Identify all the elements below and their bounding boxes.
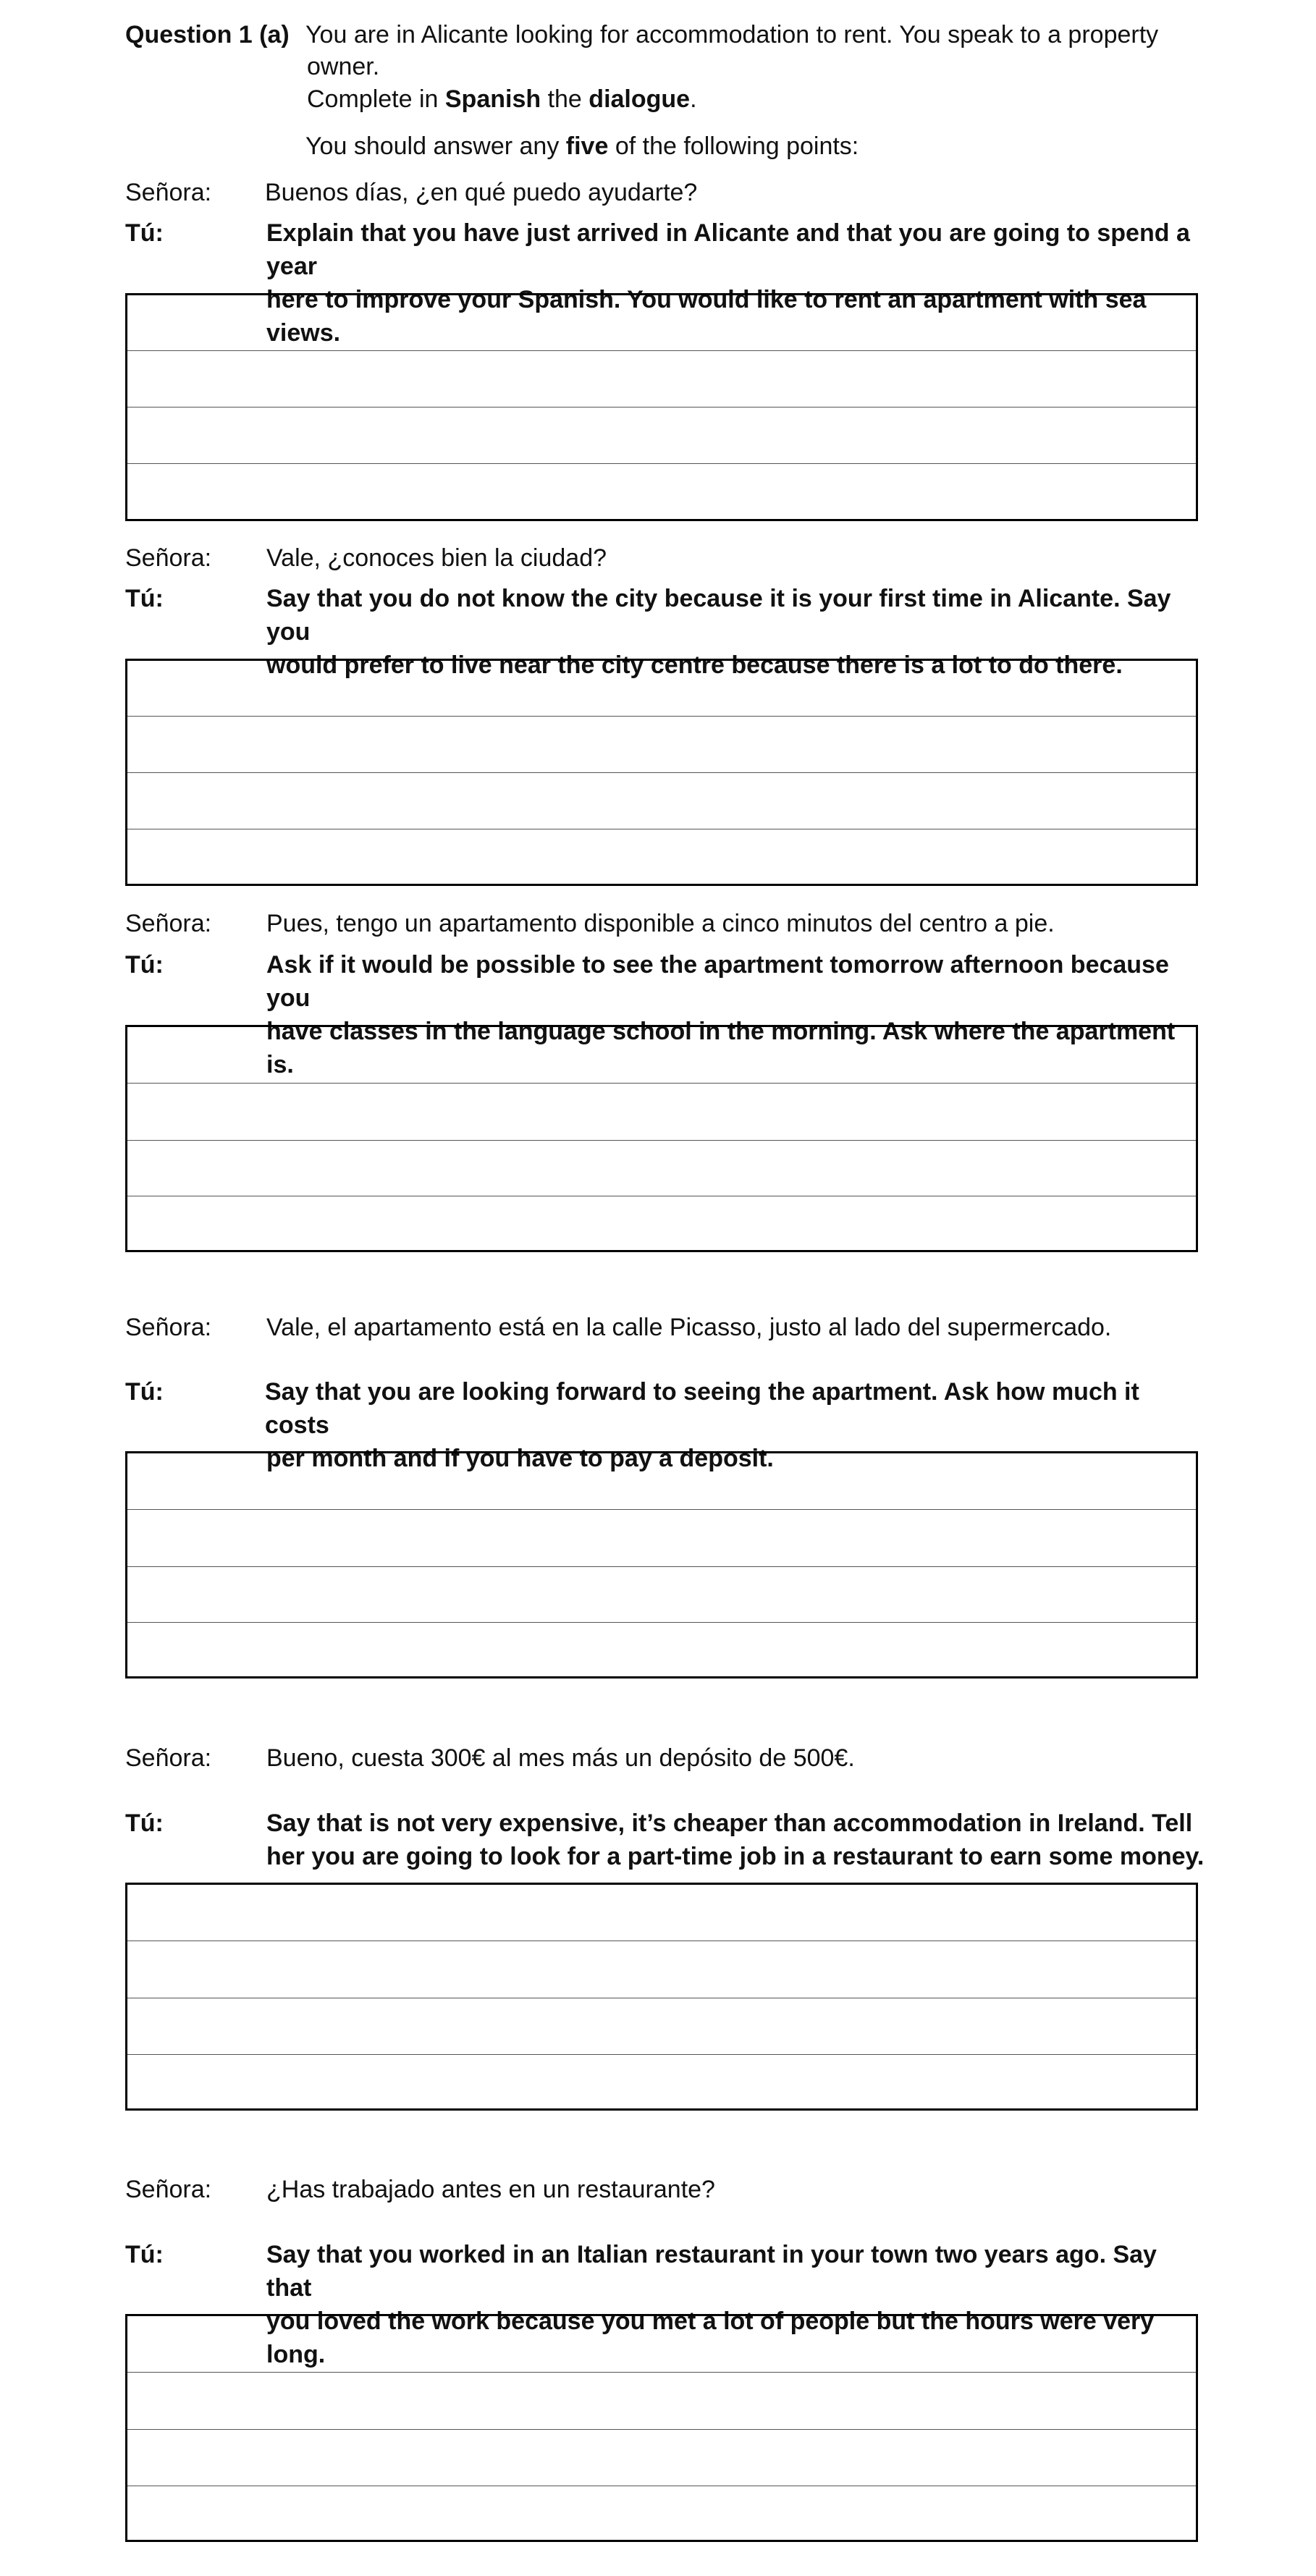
question-label: Question 1 (a): [125, 21, 290, 48]
answer-line[interactable]: [127, 829, 1196, 884]
answer-line[interactable]: [127, 717, 1196, 773]
answer-line[interactable]: [127, 2486, 1196, 2540]
answer-line[interactable]: [127, 1196, 1196, 1250]
answer-line[interactable]: [127, 2373, 1196, 2430]
tu-instruction: Say that is not very expensive, it’s cheaper than accommodation in Ireland. Tell her you are going to look for a part-time job in a restaurant to earn some money.: [266, 1809, 1205, 1870]
answer-line[interactable]: [127, 464, 1196, 519]
senora-line: Vale, ¿conoces bien la ciudad?: [266, 544, 607, 572]
answer-line[interactable]: [127, 1567, 1196, 1623]
senora-line: Pues, tengo un apartamento disponible a cinco minutos del centro a pie.: [266, 910, 1055, 937]
complete-instruction: Complete in Spanish the dialogue.: [307, 85, 697, 113]
answer-line[interactable]: [127, 1941, 1196, 1998]
answer-line[interactable]: [127, 1453, 1196, 1510]
senora-line: Vale, el apartamento está en la calle Picasso, justo al lado del supermercado.: [266, 1314, 1112, 1341]
senora-label: Señora:: [125, 2176, 212, 2203]
senora-line: Buenos días, ¿en qué puedo ayudarte?: [265, 179, 698, 206]
answer-line[interactable]: [127, 661, 1196, 717]
tu-instruction: Ask if it would be possible to see the apartment tomorrow afternoon because you have classes in the language school in the morning. Ask where the apartment is.: [266, 951, 1176, 1078]
tu-instruction: Explain that you have just arrived in Alicante and that you are going to spend a year here to improve your Spanish. You would like to rent an apartment with sea views.: [266, 219, 1190, 347]
tu-label: Tú:: [125, 1809, 164, 1837]
tu-label: Tú:: [125, 1378, 164, 1406]
answer-line[interactable]: [127, 407, 1196, 464]
answer-line[interactable]: [127, 1084, 1196, 1141]
answer-box-4[interactable]: [125, 1451, 1198, 1678]
tu-label: Tú:: [125, 951, 164, 979]
tu-instruction: Say that you do not know the city because it is your first time in Alicante. Say you would prefer to live near the city centre because there is a lot to do there.: [266, 585, 1171, 679]
answer-line[interactable]: [127, 295, 1196, 351]
answer-line[interactable]: [127, 351, 1196, 407]
intro-line-2: owner.: [307, 53, 380, 80]
senora-label: Señora:: [125, 910, 212, 937]
answer-line[interactable]: [127, 1998, 1196, 2055]
answer-line[interactable]: [127, 2430, 1196, 2486]
answer-line[interactable]: [127, 1027, 1196, 1084]
answer-box-5[interactable]: [125, 1883, 1198, 2111]
answer-box-6[interactable]: [125, 2314, 1198, 2542]
senora-label: Señora:: [125, 1744, 212, 1772]
senora-line: Bueno, cuesta 300€ al mes más un depósito de 500€.: [266, 1744, 855, 1772]
answer-line[interactable]: [127, 2316, 1196, 2373]
answer-line[interactable]: [127, 1141, 1196, 1196]
answer-instruction: You should answer any five of the following points:: [305, 132, 859, 160]
answer-line[interactable]: [127, 1885, 1196, 1941]
tu-label: Tú:: [125, 2241, 164, 2268]
answer-box-2[interactable]: [125, 659, 1198, 886]
tu-instruction: Say that you are looking forward to seeing the apartment. Ask how much it costs per month and if you have to pay a deposit.: [265, 1378, 1139, 1472]
senora-line: ¿Has trabajado antes en un restaurante?: [266, 2176, 715, 2203]
tu-label: Tú:: [125, 219, 164, 247]
senora-label: Señora:: [125, 1314, 212, 1341]
answer-box-3[interactable]: [125, 1025, 1198, 1252]
senora-label: Señora:: [125, 179, 212, 206]
tu-label: Tú:: [125, 585, 164, 612]
tu-instruction: Say that you worked in an Italian restaurant in your town two years ago. Say that you loved the work because you met a lot of people but the hours were very long.: [266, 2241, 1157, 2368]
answer-line[interactable]: [127, 2055, 1196, 2108]
answer-line[interactable]: [127, 1623, 1196, 1676]
intro-line-1: You are in Alicante looking for accommodation to rent. You speak to a property: [305, 21, 1159, 48]
answer-line[interactable]: [127, 773, 1196, 829]
senora-label: Señora:: [125, 544, 212, 572]
answer-box-1[interactable]: [125, 293, 1198, 521]
answer-line[interactable]: [127, 1510, 1196, 1567]
